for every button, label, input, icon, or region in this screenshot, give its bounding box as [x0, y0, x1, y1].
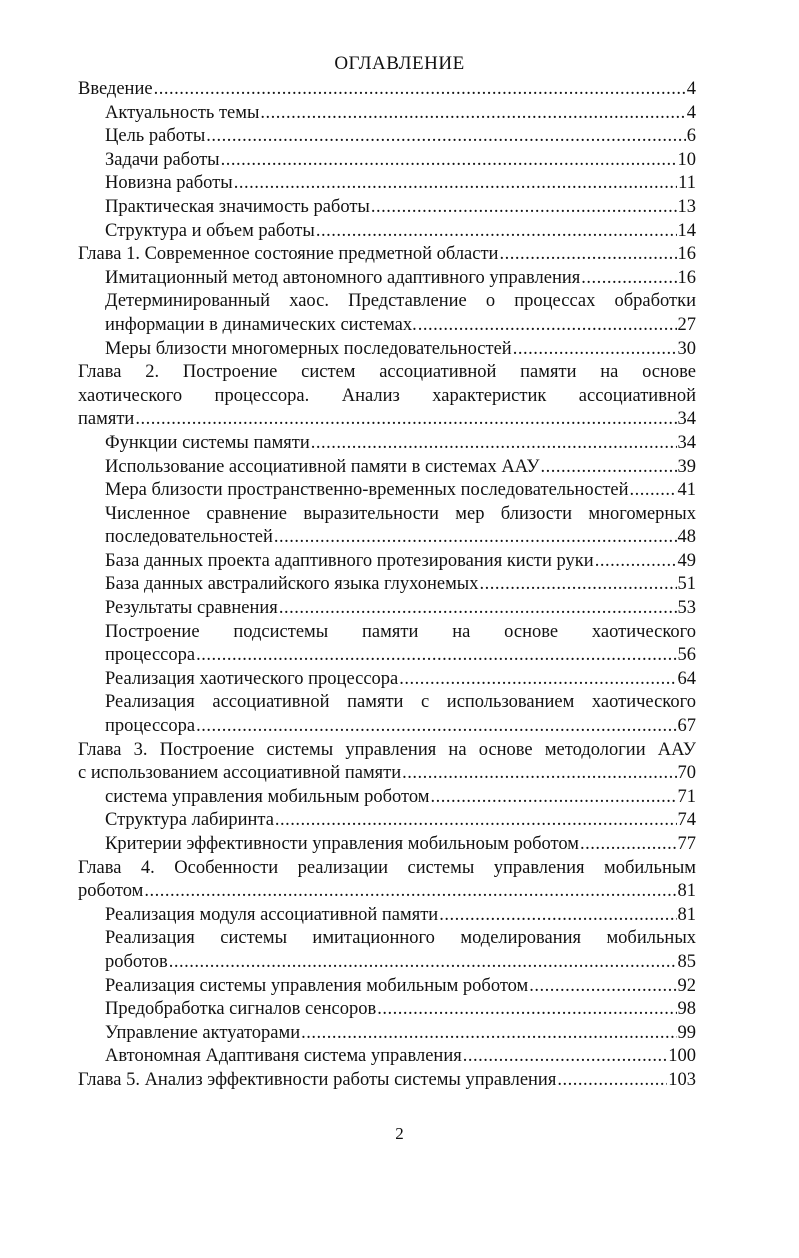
toc-entry[interactable] [78, 739, 696, 786]
toc-entry-title: памяти [78, 409, 135, 430]
toc-page-number: 64 [677, 668, 696, 689]
dot-leader [169, 951, 677, 975]
toc-entry-title: Задачи работы [105, 149, 220, 170]
toc-page-number: 53 [677, 598, 696, 619]
dot-leader [279, 597, 677, 621]
toc-entry[interactable] [78, 809, 696, 833]
toc-entry-title: процессора [105, 645, 196, 666]
toc-page-number: 4 [686, 79, 696, 99]
toc-entry-title: Структура лабиринта [105, 810, 274, 831]
toc-entry[interactable] [78, 361, 696, 432]
toc-page-number: 16 [677, 244, 696, 265]
toc-page-number: 74 [677, 810, 696, 831]
toc-entry[interactable] [78, 196, 696, 220]
toc-entry-title: с использованием ассоциативной памяти [78, 763, 402, 784]
toc-entry-line: Глава 4. Особенности реализации системы управления мобильным [78, 857, 696, 878]
toc-page-number: 48 [677, 527, 696, 548]
toc-entry-title: Мера близости пространственно-временных последовательностей [105, 480, 629, 501]
toc-page-number: 6 [686, 126, 696, 147]
toc-entry[interactable] [78, 338, 696, 362]
dot-leader [581, 267, 676, 291]
toc-entry-title: Новизна работы [105, 173, 233, 194]
toc-entry[interactable] [78, 102, 696, 126]
dot-leader [234, 172, 677, 196]
toc-page-number: 77 [677, 834, 696, 854]
toc-entry[interactable] [78, 503, 696, 550]
toc-page-number: 11 [678, 173, 696, 194]
dot-leader [399, 668, 676, 692]
toc-page-number: 85 [677, 951, 696, 972]
toc-entry-title: База данных австралийского языка глухонемых [105, 574, 479, 595]
dot-leader [580, 833, 677, 857]
toc-entry-title: информации в динамических системах. [105, 314, 417, 335]
toc-entry[interactable] [78, 573, 696, 597]
toc-entry-title: Цель работы [105, 126, 206, 147]
toc-entry-line: Построение подсистемы памяти на основе хаотического [105, 621, 696, 642]
toc-page-number: 41 [677, 480, 696, 501]
dot-leader [499, 243, 676, 267]
toc-entry[interactable] [78, 550, 696, 574]
toc-page-number: 56 [677, 645, 696, 666]
toc-entry-title: Актуальность темы [105, 102, 260, 123]
dot-leader [221, 149, 677, 173]
dot-leader [557, 1069, 667, 1093]
toc-entry-title: Реализация хаотического процессора [105, 668, 399, 689]
toc-entry-line: хаотического процессора. Анализ характеристик ассоциативной [78, 385, 696, 406]
toc-entry[interactable] [78, 621, 696, 668]
toc-page-number: 34 [677, 409, 696, 430]
toc-entry-title: Автономная Адаптиваня система управления [105, 1046, 462, 1067]
toc-entry[interactable] [78, 243, 696, 267]
toc-entry-title: роботом [78, 881, 144, 902]
toc-entry-title: Реализация модуля ассоциативной памяти [105, 904, 439, 925]
toc-entry[interactable] [78, 479, 696, 503]
toc-entry[interactable] [78, 691, 696, 738]
toc-entry-line: Глава 2. Построение систем ассоциативной памяти на основе [78, 362, 696, 383]
toc-entry-title: Результаты сравнения [105, 598, 278, 619]
toc-entry[interactable] [78, 432, 696, 456]
dot-leader [371, 196, 677, 220]
dot-leader [402, 762, 676, 786]
toc-entry[interactable] [78, 1022, 696, 1046]
dot-leader [301, 1022, 676, 1046]
toc-page-number: 103 [668, 1069, 696, 1090]
toc-entry-title: процессора [105, 716, 196, 737]
toc-page-number: 100 [668, 1046, 696, 1067]
dot-leader [479, 573, 676, 597]
toc-page-number: 49 [677, 550, 696, 571]
toc-entry[interactable] [78, 1045, 696, 1069]
toc-entry-title: Управление актуаторами [105, 1022, 301, 1043]
toc-page-number: 70 [677, 763, 696, 784]
toc-entry[interactable] [78, 668, 696, 692]
toc-entry-title: последовательностей [105, 527, 273, 548]
toc-page-number: 14 [677, 220, 696, 241]
toc-entry[interactable] [78, 904, 696, 928]
toc-entry[interactable] [78, 149, 696, 173]
dot-leader [154, 78, 686, 102]
toc-entry-title: система управления мобильным роботом [105, 786, 430, 807]
toc-page-number: 30 [677, 338, 696, 359]
toc-page-number: 10 [677, 149, 696, 170]
toc-entry-title: роботов [105, 951, 168, 972]
toc-entry[interactable] [78, 267, 696, 291]
toc-entry[interactable] [78, 975, 696, 999]
dot-leader [311, 432, 677, 456]
toc-entry[interactable] [78, 786, 696, 810]
dot-leader [439, 904, 676, 928]
dot-leader [430, 786, 676, 810]
toc-page-number: 67 [677, 716, 696, 737]
toc-entry-title: Структура и объем работы [105, 220, 315, 241]
toc-entry[interactable] [78, 456, 696, 480]
toc-page-number: 39 [677, 456, 696, 477]
toc-entry-title: Практическая значимость работы [105, 196, 370, 217]
toc-page-number: 81 [677, 904, 696, 925]
toc-page-number: 27 [677, 314, 696, 335]
dot-leader [144, 880, 676, 904]
toc-entry[interactable] [78, 833, 696, 857]
dot-leader [377, 998, 676, 1022]
dot-leader [206, 125, 685, 149]
dot-leader [260, 102, 685, 126]
toc-entry-line: Численное сравнение выразительности мер близости многомерных [105, 503, 696, 524]
dot-leader [463, 1045, 668, 1069]
toc-entry-line: Детерминированный хаос. Представление о процессах обработки [105, 291, 696, 312]
page-title: ОГЛАВЛЕНИЕ [334, 53, 465, 74]
toc-page-number: 16 [677, 267, 696, 288]
toc-entry-title: База данных проекта адаптивного протезирования кисти руки [105, 550, 594, 571]
dot-leader [529, 975, 676, 999]
dot-leader [275, 809, 677, 833]
toc-entry-title: Меры близости многомерных последовательностей [105, 338, 512, 359]
toc-entry-line: Реализация ассоциативной памяти с использованием хаотического [105, 692, 696, 713]
toc-entry-line: Реализация системы имитационного моделирования мобильных [105, 928, 696, 949]
toc-page-number: 81 [677, 881, 696, 902]
toc-page-number: 71 [677, 786, 696, 807]
toc-entry[interactable] [78, 857, 696, 904]
dot-leader [418, 314, 677, 338]
toc-entry-title: Предобработка сигналов сенсоров [105, 999, 377, 1020]
dot-leader [630, 479, 677, 503]
toc-entry[interactable] [78, 220, 696, 244]
toc-page-number: 4 [686, 102, 696, 123]
toc-entry-title: Критерии эффективности управления мобильноым роботом [105, 834, 579, 854]
dot-leader [541, 456, 677, 480]
toc-entry-title: Использование ассоциативной памяти в системах ААУ [105, 456, 540, 477]
toc-page-number: 92 [677, 975, 696, 996]
toc-entry-title: Функции системы памяти [105, 432, 310, 453]
toc-entry[interactable] [78, 125, 696, 149]
toc-entry-title: Глава 1. Современное состояние предметной области [78, 244, 499, 265]
page-number: 2 [395, 1124, 404, 1143]
dot-leader [196, 715, 676, 739]
toc-entry[interactable] [78, 290, 696, 337]
toc-entry[interactable] [78, 78, 696, 102]
toc-entry-title: Имитационный метод автономного адаптивного управления [105, 267, 581, 288]
dot-leader [513, 338, 677, 362]
dot-leader [316, 220, 677, 244]
toc-entry[interactable] [78, 927, 696, 974]
dot-leader [595, 550, 677, 574]
toc-entry[interactable] [78, 1069, 696, 1093]
toc-entry-title: Введение [78, 79, 153, 99]
toc-entry[interactable] [78, 998, 696, 1022]
toc-entry-line: Глава 3. Построение системы управления на основе методологии ААУ [78, 739, 696, 760]
toc-entry-title: Реализация системы управления мобильным роботом [105, 975, 529, 996]
toc-page-number: 98 [677, 999, 696, 1020]
toc-page-number: 51 [677, 574, 696, 595]
toc-entry[interactable] [78, 597, 696, 621]
toc-page-number: 13 [677, 196, 696, 217]
toc-entry-title: Глава 5. Анализ эффективности работы системы управления [78, 1069, 557, 1090]
dot-leader [135, 408, 676, 432]
toc-page-number: 34 [677, 432, 696, 453]
dot-leader [274, 526, 677, 550]
toc-entry[interactable] [78, 172, 696, 196]
dot-leader [196, 644, 676, 668]
table-of-contents [78, 78, 696, 1093]
toc-page-number: 99 [677, 1022, 696, 1043]
